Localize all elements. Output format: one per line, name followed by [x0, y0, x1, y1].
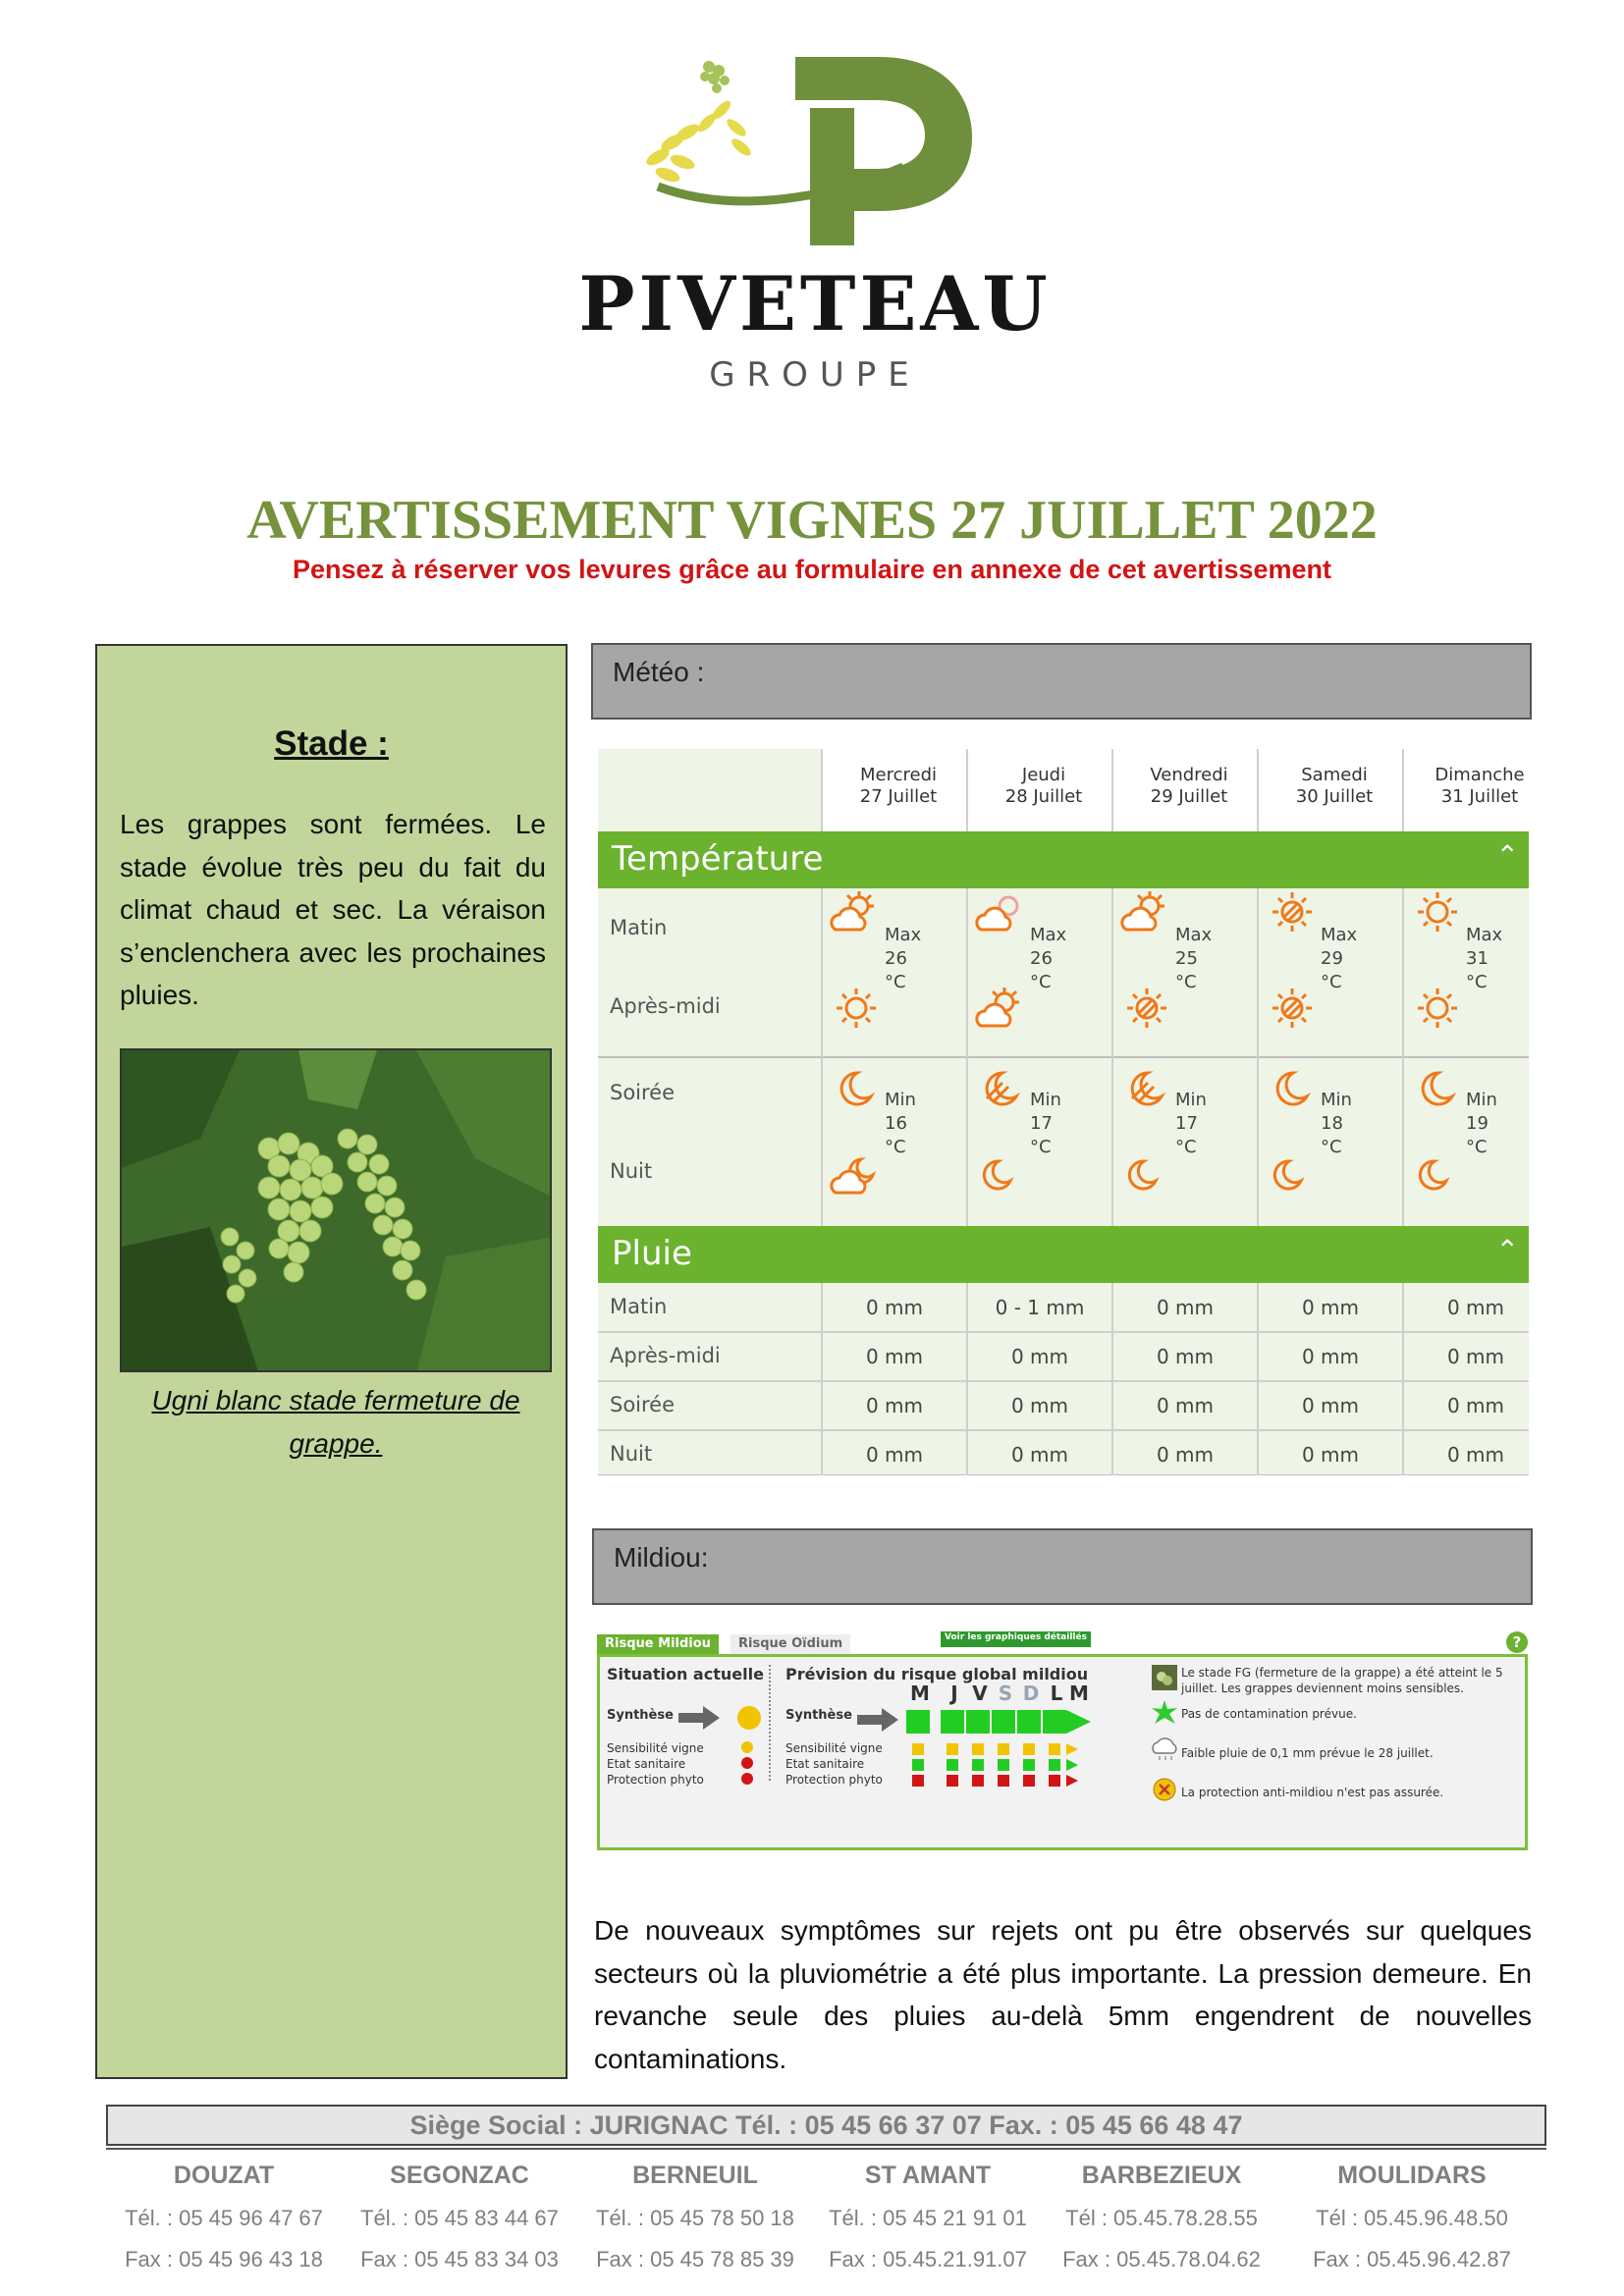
- stade-title: Stade :: [274, 724, 389, 763]
- forecast-risk-grid: [904, 1708, 1110, 1791]
- factor-label: Etat sanitaire: [607, 1757, 686, 1771]
- moon-icon: [828, 1065, 885, 1114]
- rain-value: 0 mm: [1446, 1345, 1505, 1368]
- mildiou-commentary: De nouveaux symptômes sur rejets ont pu être observés sur quelques secteurs où la pluviométrie a été plus importante. La pression demeure. En revanche seule des pluies au-delà 5mm engendrent de nouvelles contaminations.: [594, 1915, 1532, 2074]
- cloud-sun-icon: [828, 1151, 885, 1201]
- rain-value: 0 mm: [865, 1345, 924, 1368]
- temperature-band-label: Température: [612, 839, 824, 879]
- agency-moulidars: MOULIDARS Tél : 05.45.96.48.50 Fax : 05.45.96.42.87: [1313, 2162, 1511, 2271]
- cloud-sun-icon: [973, 888, 1030, 937]
- note-protection: La protection anti-mildiou n'est pas assurée.: [1181, 1786, 1444, 1799]
- rain-value: 0 mm: [1446, 1296, 1505, 1319]
- min-temp: Min 17 °C: [1175, 1090, 1207, 1157]
- chevron-up-icon[interactable]: ⌃: [1495, 839, 1519, 872]
- moon-haze-icon: [973, 1065, 1030, 1114]
- min-temp: Min 19 °C: [1466, 1090, 1497, 1157]
- sun-haze-icon: [1264, 985, 1321, 1034]
- day-header: Samedi 30 Juillet: [1295, 765, 1374, 807]
- sun-cloud-icon: [973, 985, 1030, 1034]
- rain-value: 0 mm: [1446, 1443, 1505, 1467]
- details-button[interactable]: Voir les graphiques détaillés: [941, 1631, 1091, 1647]
- agency-berneuil: BERNEUIL Tél. : 05 45 78 50 18 Fax : 05 45 78 85 39: [596, 2162, 794, 2271]
- arrow-right-icon: [857, 1706, 906, 1735]
- factor-label: Sensibilité vigne: [607, 1741, 704, 1755]
- company-logo: [569, 49, 1060, 393]
- mildiou-panel: [597, 1654, 1528, 1850]
- forecast-day: D: [1022, 1682, 1040, 1705]
- rain-value: 0 mm: [1156, 1394, 1215, 1417]
- forecast-day: S: [998, 1682, 1013, 1705]
- min-temp: Min 17 °C: [1030, 1090, 1061, 1157]
- rain-value: 0 mm: [1156, 1345, 1215, 1368]
- warning-x-icon: [1153, 1778, 1176, 1801]
- rain-value: 0 mm: [1301, 1345, 1360, 1368]
- rain-value: 0 mm: [1156, 1443, 1215, 1467]
- factor-label: Sensibilité vigne: [785, 1741, 883, 1755]
- moon-icon: [1409, 1151, 1466, 1201]
- period-label: Matin: [610, 1295, 668, 1318]
- help-icon[interactable]: ?: [1506, 1631, 1528, 1653]
- day-header: Dimanche 31 Juillet: [1435, 765, 1525, 807]
- rain-value: 0 mm: [1301, 1443, 1360, 1467]
- sun-icon: [1409, 985, 1466, 1034]
- factor-label: Etat sanitaire: [785, 1757, 865, 1771]
- max-temp: Max 26 °C: [885, 925, 922, 992]
- max-temp: Max 26 °C: [1030, 925, 1067, 992]
- rain-cloud-icon: [1150, 1737, 1179, 1763]
- sun-haze-icon: [1264, 888, 1321, 937]
- current-situation-title: Situation actuelle: [607, 1665, 764, 1683]
- sun-cloud-icon: [828, 888, 885, 937]
- head-office-bar: Siège Social : JURIGNAC Tél. : 05 45 66 37 07 Fax. : 05 45 66 48 47: [106, 2105, 1546, 2146]
- forecast-day: V: [972, 1682, 988, 1705]
- moon-icon: [1264, 1065, 1321, 1114]
- rain-value: 0 mm: [1446, 1394, 1505, 1417]
- meteo-section-header: Météo :: [591, 643, 1532, 720]
- forecast-title: Prévision du risque global mildiou: [785, 1665, 1089, 1683]
- agency-segonzac: SEGONZAC Tél. : 05 45 83 44 67 Fax : 05 45 83 34 03: [360, 2162, 559, 2271]
- period-label: Nuit: [610, 1442, 653, 1466]
- rain-value: 0 mm: [1156, 1296, 1215, 1319]
- moon-icon: [973, 1151, 1030, 1201]
- agency-douzat: DOUZAT Tél. : 05 45 96 47 67 Fax : 05 45 96 43 18: [125, 2162, 323, 2271]
- forecast-day: M: [910, 1682, 930, 1705]
- max-temp: Max 25 °C: [1175, 925, 1213, 992]
- grape-photo: [120, 1048, 552, 1372]
- synthese-label: Synthèse: [785, 1708, 852, 1723]
- burst-icon: [1152, 1700, 1177, 1726]
- agency-st-amant: ST AMANT Tél. : 05 45 21 91 01 Fax : 05.45.21.91.07: [829, 2162, 1027, 2271]
- sun-icon: [1409, 888, 1466, 937]
- note-rain: Faible pluie de 0,1 mm prévue le 28 juillet.: [1181, 1746, 1434, 1760]
- forecast-day: M: [1069, 1682, 1089, 1705]
- sun-icon: [828, 985, 885, 1034]
- factor-label: Protection phyto: [607, 1773, 704, 1787]
- tab-risque-mildiou[interactable]: Risque Mildiou: [597, 1634, 719, 1654]
- rain-value: 0 mm: [865, 1296, 924, 1319]
- arrow-right-icon: [678, 1704, 767, 1734]
- rain-value: 0 - 1 mm: [995, 1296, 1085, 1319]
- temperature-band[interactable]: [598, 831, 1529, 888]
- weather-forecast-table: [598, 749, 1529, 1475]
- stade-text: Les grappes sont fermées. Le stade évolue très peu du fait du climat chaud et sec. La véraison s’enclenchera avec les prochaines pluies.: [120, 809, 546, 1010]
- grape-stage-icon: [1152, 1665, 1177, 1690]
- mildiou-section-header: Mildiou:: [592, 1528, 1533, 1605]
- mildiou-risk-widget: [595, 1629, 1531, 1850]
- chevron-up-icon[interactable]: ⌃: [1495, 1234, 1519, 1266]
- rain-value: 0 mm: [1010, 1345, 1069, 1368]
- rain-value: 0 mm: [1010, 1443, 1069, 1467]
- agency-barbezieux: BARBEZIEUX Tél : 05.45.78.28.55 Fax : 05.45.78.04.62: [1062, 2162, 1261, 2271]
- day-header: Vendredi 29 Juillet: [1150, 765, 1228, 807]
- rain-value: 0 mm: [865, 1443, 924, 1467]
- period-label: Soirée: [610, 1081, 676, 1104]
- status-dots: [737, 1739, 757, 1789]
- piveteau-logo-mark: [619, 49, 1011, 255]
- photo-caption: Ugni blanc stade fermeture de grappe.: [151, 1385, 520, 1459]
- moon-haze-icon: [1118, 1065, 1175, 1114]
- moon-icon: [1264, 1151, 1321, 1201]
- note-stage: Le stade FG (fermeture de la grappe) a été atteint le 5 juillet. Les grappes deviennent moins sensibles.: [1181, 1666, 1503, 1695]
- max-temp: Max 31 °C: [1466, 925, 1503, 992]
- period-label: Après-midi: [610, 994, 721, 1018]
- note-contamination: Pas de contamination prévue.: [1181, 1707, 1357, 1721]
- forecast-day: L: [1050, 1682, 1063, 1705]
- factor-label: Protection phyto: [785, 1773, 883, 1787]
- rain-band[interactable]: [598, 1226, 1529, 1283]
- period-label: Soirée: [610, 1393, 676, 1416]
- period-label: Après-midi: [610, 1344, 721, 1367]
- day-header: Jeudi 28 Juillet: [1004, 765, 1083, 807]
- stade-panel: [95, 644, 568, 2079]
- day-header: Mercredi 27 Juillet: [859, 765, 938, 807]
- moon-icon: [1409, 1065, 1466, 1114]
- max-temp: Max 29 °C: [1321, 925, 1358, 992]
- rain-value: 0 mm: [1301, 1296, 1360, 1319]
- brand-subtitle: GROUPE: [709, 355, 921, 395]
- period-label: Nuit: [610, 1159, 653, 1183]
- rain-value: 0 mm: [1301, 1394, 1360, 1417]
- sun-cloud-icon: [1118, 888, 1175, 937]
- levure-notice: Pensez à réserver vos levures grâce au formulaire en annexe de cet avertissement: [292, 555, 1332, 584]
- tab-risque-oidium[interactable]: Risque Oïdium: [731, 1634, 850, 1654]
- min-temp: Min 18 °C: [1321, 1090, 1352, 1157]
- rain-value: 0 mm: [865, 1394, 924, 1417]
- moon-icon: [1118, 1151, 1175, 1201]
- synthese-label: Synthèse: [607, 1708, 674, 1723]
- sun-haze-icon: [1118, 985, 1175, 1034]
- rain-value: 0 mm: [1010, 1394, 1069, 1417]
- period-label: Matin: [610, 916, 668, 939]
- brand-name: PIVETEAU: [578, 260, 1052, 347]
- forecast-day: J: [950, 1682, 958, 1705]
- min-temp: Min 16 °C: [885, 1090, 916, 1157]
- rain-band-label: Pluie: [612, 1234, 692, 1273]
- page-title: AVERTISSEMENT VIGNES 27 JUILLET 2022: [246, 490, 1378, 551]
